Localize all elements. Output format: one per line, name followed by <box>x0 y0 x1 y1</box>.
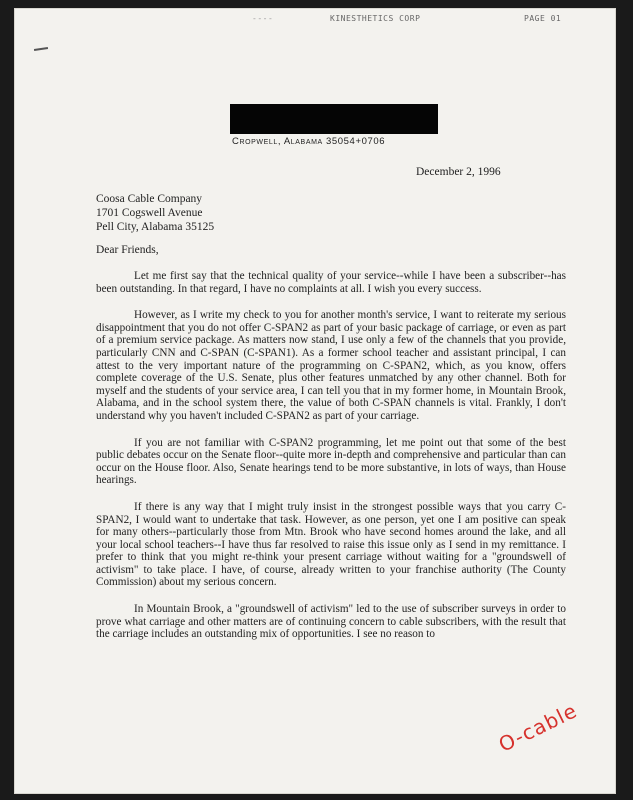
recipient-line-1: Coosa Cable Company <box>96 193 203 205</box>
salutation: Dear Friends, <box>96 244 159 256</box>
recipient-line-3: Pell City, Alabama 35125 <box>96 221 215 233</box>
letter-date: December 2, 1996 <box>416 166 501 178</box>
stray-mark <box>34 47 48 51</box>
paragraph-4: If there is any way that I might truly insist in the strongest possible ways that you carry C-SPAN2, I would want to undertake that task. However, as one person, yet one I am positive can speak for many others--particularly those from Mtn. Brook who have second homes around the lake, and all your local school teachers--I have thus far resolved to raise this issue only as I send in my remittance. I prefer to think that you might re-think your present carriage without waiting for a "groundswell of activism" to take place. I have, of course, already written to your franchise authority (The County Commission) about my serious concern. <box>96 500 566 589</box>
letter-body <box>96 270 566 655</box>
recipient-address <box>96 192 214 234</box>
fax-header-sender: KINESTHETICS CORP <box>330 14 421 23</box>
paragraph-3: If you are not familiar with C-SPAN2 programming, let me point out that some of the best public debates occur on the Senate floor--quite more in-depth and comprehensive and particular than can occur on the House floor. Also, Senate hearings tend to be more substantive, in lots of ways, than House hearings. <box>96 436 566 487</box>
recipient-line-2: 1701 Cogswell Avenue <box>96 207 203 219</box>
redaction-block <box>230 104 438 134</box>
handwritten-annotation: O-cable <box>494 698 582 757</box>
sender-address: Cropwell, Alabama 35054+0706 <box>232 136 386 147</box>
fax-header-page: PAGE 01 <box>524 14 562 23</box>
letter-page <box>14 8 616 794</box>
paragraph-2: However, as I write my check to you for another month's service, I want to reiterate my serious disappointment that you do not offer C-SPAN2 as part of your basic package of carriage, or even as part of a premium service package. As matters now stand, I use only a few of the channels that you provide, particularly CNN and C-SPAN (C-SPAN1). As a former school teacher and assistant principal, I can attest to the very important nature of the programming on C-SPAN2, which, as you know, offers complete coverage of the U.S. Senate, plus other features unmatched by any other channel. Both for myself and the students of your service area, I can tell you that in my former home, in Mountain Brook, Alabama, and in the school system there, the value of both C-SPAN channels is vital. Frankly, I don't understand why you haven't included C-SPAN2 as part of your carriage. <box>96 309 566 422</box>
fax-header-left: ---- <box>252 14 274 23</box>
paragraph-5: In Mountain Brook, a "groundswell of activism" led to the use of subscriber surveys in order to prove what carriage and other matters are of continuing concern to cable subscribers, with the result that the carriage includes an outstanding mix of opportunities. I see no reason to <box>96 603 566 641</box>
fax-header <box>14 14 616 28</box>
paragraph-1: Let me first say that the technical quality of your service--while I have been a subscriber--has been outstanding. In that regard, I have no complaints at all. I wish you every success. <box>96 270 566 295</box>
